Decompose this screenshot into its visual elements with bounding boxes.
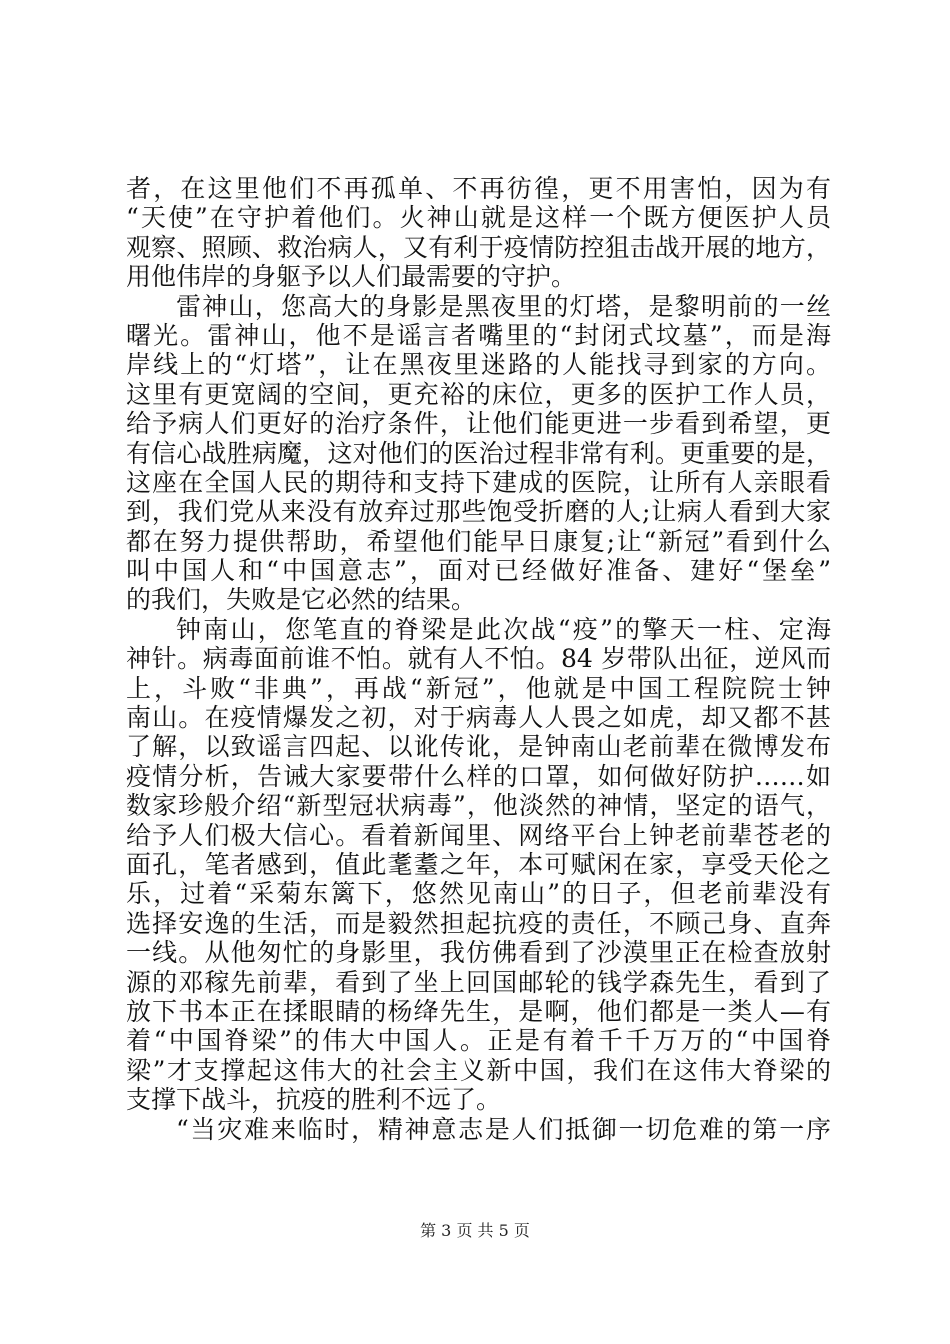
page-number-footer: 第 3 页 共 5 页 — [420, 1221, 530, 1240]
text-line: 给予人们极大信心。看着新闻里、网络平台上钟老前辈苍老的 — [126, 820, 831, 850]
text-line: 选择安逸的生活，而是毅然担起抗疫的责任，不顾己身、直奔 — [126, 908, 831, 938]
text-line: 数家珍般介绍“新型冠状病毒”，他淡然的神情，坚定的语气， — [126, 791, 831, 821]
body-text — [126, 174, 831, 1144]
text-line: 放下书本正在揉眼睛的杨绛先生，是啊，他们都是一类人—有 — [126, 996, 831, 1026]
text-line: 这里有更宽阔的空间，更充裕的床位，更多的医护工作人员， — [126, 379, 831, 409]
text-line: 支撑下战斗，抗疫的胜利不远了。 — [126, 1085, 502, 1115]
text-line: 乐，过着“采菊东篱下，悠然见南山”的日子，但老前辈没有 — [126, 879, 831, 909]
text-line: 都在努力提供帮助，希望他们能早日康复;让“新冠”看到什么 — [126, 526, 831, 556]
text-line: 梁”才支撑起这伟大的社会主义新中国，我们在这伟大脊梁的 — [126, 1055, 831, 1085]
text-line: 的我们，失败是它必然的结果。 — [126, 585, 477, 615]
text-line: 给予病人们更好的治疗条件，让他们能更进一步看到希望，更 — [126, 409, 831, 439]
text-line: 曙光。雷神山，他不是谣言者嘴里的“封闭式坟墓”，而是海 — [126, 320, 831, 350]
text-line: 岸线上的“灯塔”，让在黑夜里迷路的人能找寻到家的方向。 — [126, 350, 831, 380]
text-line: “天使”在守护着他们。火神山就是这样一个既方便医护人员 — [126, 203, 831, 233]
text-line: 南山。在疫情爆发之初，对于病毒人人畏之如虎，却又都不甚 — [126, 703, 831, 733]
paragraph-start-line: 钟南山，您笔直的脊梁是此次战“疫”的擎天一柱、定海 — [176, 614, 831, 644]
text-line: 一线。从他匆忙的身影里，我仿佛看到了沙漠里正在检查放射 — [126, 938, 831, 968]
text-line: 用他伟岸的身躯予以人们最需要的守护。 — [126, 262, 577, 292]
text-line: 上，斗败“非典”，再战“新冠”，他就是中国工程院院士钟 — [126, 673, 831, 703]
text-line: 源的邓稼先前辈，看到了坐上回国邮轮的钱学森先生，看到了 — [126, 967, 831, 997]
text-line: 到，我们党从来没有放弃过那些饱受折磨的人;让病人看到大家 — [126, 497, 831, 527]
text-line: 有信心战胜病魔，这对他们的医治过程非常有利。更重要的是， — [126, 438, 831, 468]
paragraph-start-line: “当灾难来临时，精神意志是人们抵御一切危难的第一序 — [176, 1114, 831, 1144]
text-line: 面孔，笔者感到，值此耄耋之年，本可赋闲在家，享受天伦之 — [126, 849, 831, 879]
text-line: 疫情分析，告诫大家要带什么样的口罩，如何做好防护……如 — [126, 761, 831, 791]
text-line: 叫中国人和“中国意志”，面对已经做好准备、建好“堡垒” — [126, 556, 831, 586]
text-line: 者，在这里他们不再孤单、不再彷徨，更不用害怕，因为有 — [126, 174, 831, 203]
text-line: 这座在全国人民的期待和支持下建成的医院，让所有人亲眼看 — [126, 467, 831, 497]
text-line: 着“中国脊梁”的伟大中国人。正是有着千千万万的“中国脊 — [126, 1026, 831, 1056]
text-line: 神针。病毒面前谁不怕。就有人不怕。84 岁带队出征，逆风而 — [126, 644, 831, 674]
paragraph-start-line: 雷神山，您高大的身影是黑夜里的灯塔，是黎明前的一丝 — [176, 291, 831, 321]
text-line: 了解，以致谣言四起、以讹传讹，是钟南山老前辈在微博发布 — [126, 732, 831, 762]
text-line: 观察、照顾、救治病人，又有利于疫情防控狙击战开展的地方， — [126, 232, 831, 262]
